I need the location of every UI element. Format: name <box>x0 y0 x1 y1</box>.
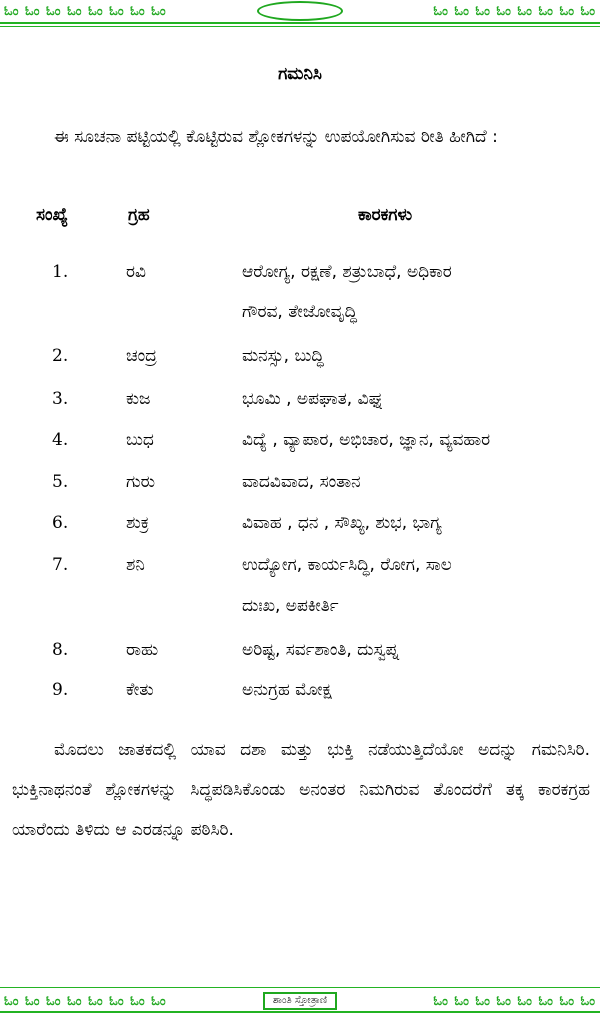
page-title: ಗಮನಿಸಿ <box>278 64 322 84</box>
row-planet: ಕುಜ <box>126 389 151 409</box>
row-planet: ಕೇತು <box>126 680 154 700</box>
footer-book-title: ಶಾಂತಿ ಸ್ತೋತ್ರಾಣಿ <box>263 992 337 1010</box>
bottom-rule <box>0 1011 600 1013</box>
row-factors: ಭೂಮಿ , ಅಪಘಾತ, ವಿಘ್ನ <box>242 389 384 409</box>
row-number: 1. <box>52 262 69 282</box>
row-factors: ಗೌರವ, ತೇಜೋವೃದ್ಧಿ <box>242 302 358 322</box>
row-number: 7. <box>52 555 69 575</box>
row-planet: ಶುಕ್ರ <box>126 513 150 533</box>
row-number: 2. <box>52 346 69 366</box>
om-border-left: ಓಂ ಓಂ ಓಂ ಓಂ ಓಂ ಓಂ ಓಂ ಓಂ <box>4 3 167 19</box>
row-factors: ಅನುಗ್ರಹ ಮೋಕ್ಷ <box>242 680 332 700</box>
row-planet: ರವಿ <box>126 262 146 282</box>
om-border-right: ಓಂ ಓಂ ಓಂ ಓಂ ಓಂ ಓಂ ಓಂ ಓಂ <box>433 3 596 19</box>
row-factors: ವಿವಾಹ , ಧನ , ಸೌಖ್ಯ, ಶುಭ, ಭಾಗ್ಯ <box>242 513 442 533</box>
top-border <box>0 0 600 22</box>
top-rule-thin <box>0 26 600 27</box>
row-number: 5. <box>52 472 69 492</box>
column-header-planet: ಗ್ರಹ <box>128 205 150 225</box>
row-number: 4. <box>52 430 69 450</box>
om-border-left: ಓಂ ಓಂ ಓಂ ಓಂ ಓಂ ಓಂ ಓಂ ಓಂ <box>4 993 167 1009</box>
row-planet: ರಾಹು <box>126 640 159 660</box>
row-factors: ಆರೋಗ್ಯ, ರಕ್ಷಣೆ, ಶತ್ರುಬಾಧೆ, ಅಧಿಕಾರ <box>242 262 452 282</box>
row-number: 3. <box>52 389 69 409</box>
closing-paragraph: ಮೊದಲು ಜಾತಕದಲ್ಲಿ ಯಾವ ದಶಾ ಮತ್ತು ಭುಕ್ತಿ ನಡೆಯುತ್ತಿದೆಯೋ ಅದನ್ನು ಗಮನಿಸಿರಿ. ಭುಕ್ತಿನಾಥನಂತೆ ಶ್ಲೋಕಗಳನ್ನು ಸಿದ್ಧಪಡಿಸಿಕೊಂಡು ಅನಂತರ ನಿಮಗಿರುವ ತೊಂದರೆಗೆ ತಕ್ಕ ಕಾರಕಗ್ರಹ ಯಾರೆಂದು ತಿಳಿದು ಆ ಎರಡನ್ನೂ ಪಠಿಸಿರಿ. <box>12 740 590 840</box>
row-factors: ವಾದವಿವಾದ, ಸಂತಾನ <box>242 472 361 492</box>
row-number: 8. <box>52 640 69 660</box>
bottom-border <box>0 990 600 1012</box>
row-factors: ದುಃಖ, ಅಪಕೀರ್ತಿ <box>242 596 339 616</box>
row-number: 6. <box>52 513 69 533</box>
column-header-number: ಸಂಖ್ಯೆ <box>36 205 68 225</box>
row-planet: ಗುರು <box>126 472 156 492</box>
column-header-factors: ಕಾರಕಗಳು <box>358 205 413 225</box>
intro-paragraph: ಈ ಸೂಚನಾ ಪಟ್ಟಿಯಲ್ಲಿ ಕೊಟ್ಟಿರುವ ಶ್ಲೋಕಗಳನ್ನು ಉಪಯೋಗಿಸುವ ರೀತಿ ಹೀಗಿದೆ : <box>54 127 498 147</box>
om-border-right: ಓಂ ಓಂ ಓಂ ಓಂ ಓಂ ಓಂ ಓಂ ಓಂ <box>433 993 596 1009</box>
row-number: 9. <box>52 680 69 700</box>
top-rule <box>0 22 600 24</box>
row-factors: ವಿದ್ಯೆ , ವ್ಯಾಪಾರ, ಅಭಿಚಾರ, ಜ್ಞಾನ, ವ್ಯವಹಾರ <box>242 430 491 450</box>
row-planet: ಶನಿ <box>126 555 145 575</box>
row-factors: ಮನಸ್ಸು, ಬುದ್ಧಿ <box>242 346 324 366</box>
row-planet: ಬುಧ <box>126 430 154 450</box>
row-planet: ಚಂದ್ರ <box>126 346 157 366</box>
header-oval-ornament <box>257 1 343 21</box>
bottom-rule-thin <box>0 987 600 988</box>
row-factors: ಉದ್ಯೋಗ, ಕಾರ್ಯಸಿದ್ಧಿ, ರೋಗ, ಸಾಲ <box>242 555 452 575</box>
row-factors: ಅರಿಷ್ಟ, ಸರ್ವಶಾಂತಿ, ದುಸ್ವಪ್ನ <box>242 640 399 660</box>
